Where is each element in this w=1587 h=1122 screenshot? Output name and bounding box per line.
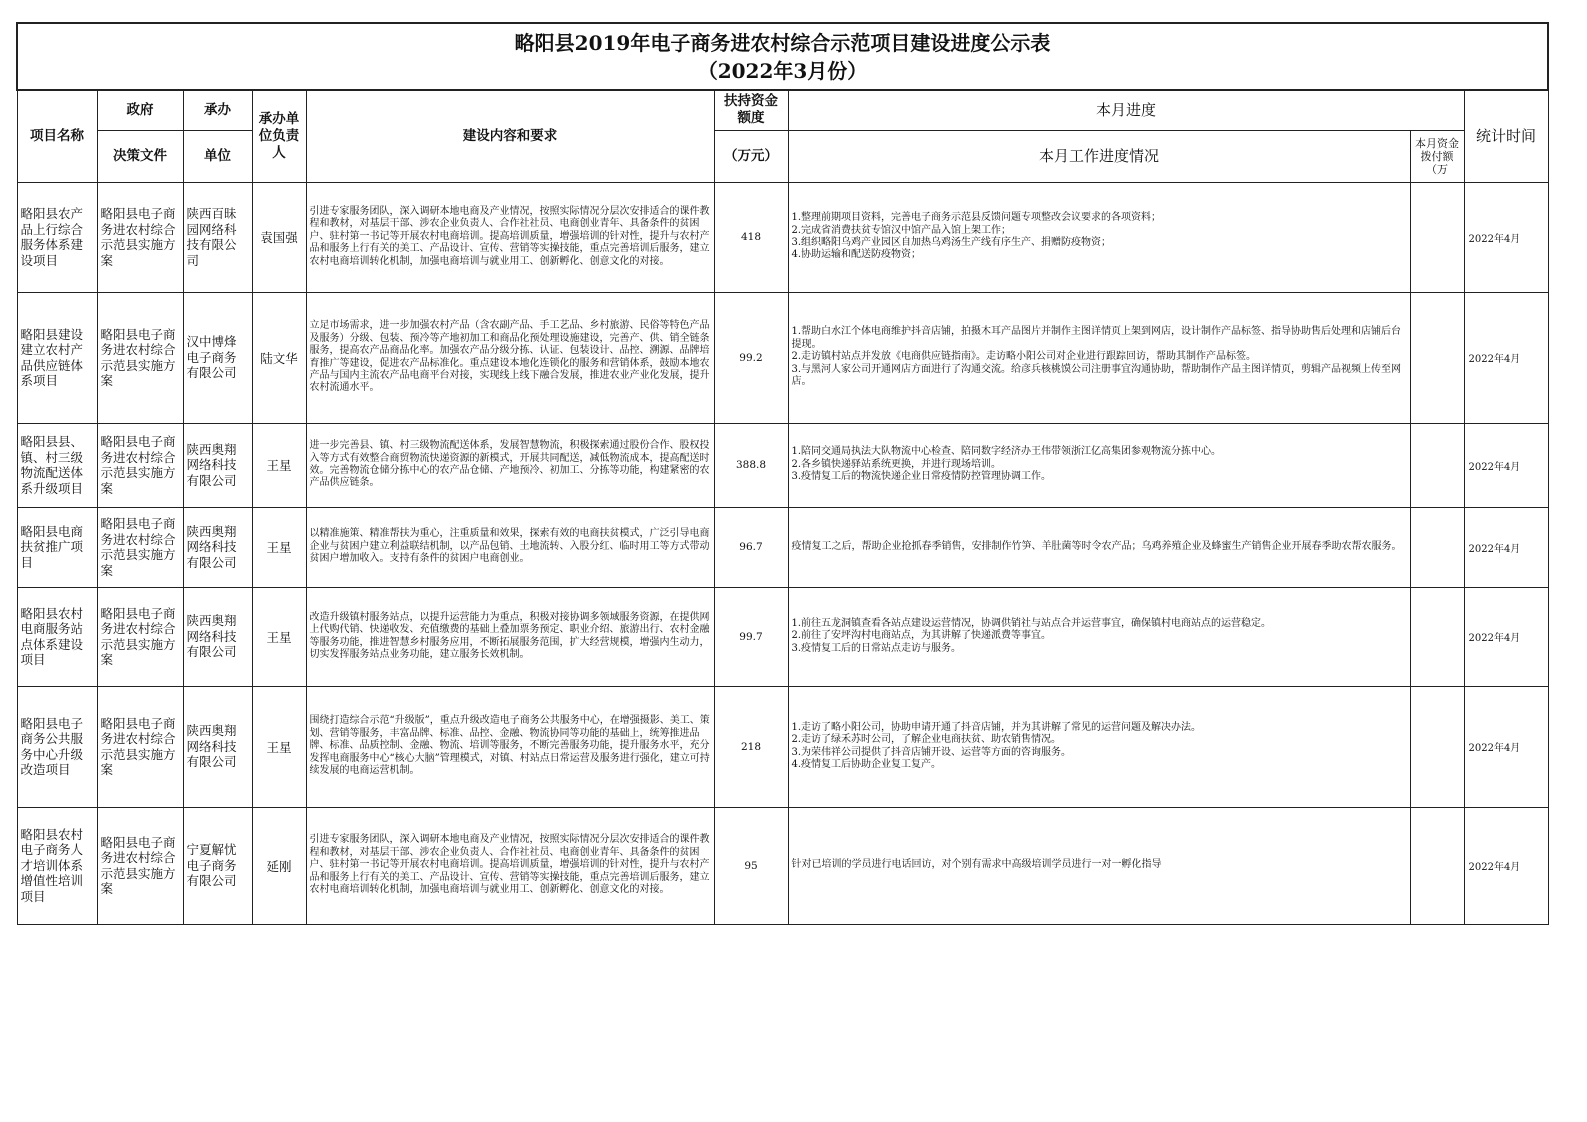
progress-item: 4.疫情复工后协助企业复工复产。 [791,758,942,770]
table-row [17,423,1548,507]
progress-item: 2.走访镇村站点并发放《电商供应链指南》。走访略小阳公司对企业进行跟踪回访，帮助其制作产品标签。 [791,351,1257,363]
fund-amount-cell: 99.7 [714,587,788,686]
organizer-cell: 陕西奥翔网络科技有限公司 [183,686,252,807]
header-stat-time: 统计时间 [1464,90,1548,182]
organizer-cell: 宁夏解忧电子商务有限公司 [183,807,252,924]
organizer-cell: 陕西奥翔网络科技有限公司 [183,587,252,686]
table-row [17,807,1548,924]
header-project-name: 项目名称 [17,90,97,182]
progress-cell [788,507,1410,587]
allocation-cell [1410,182,1464,292]
header-gov-top: 政府 [97,90,183,130]
progress-table [16,22,1549,925]
header-month-work: 本月工作进度情况 [788,130,1410,182]
progress-item: 1.帮助白水江个体电商维护抖音店铺，拍摄木耳产品图片并制作主图详情页上架到网店，设计制作产品标签、指导协助售后处理和店铺后台提现。 [791,326,1402,350]
organizer-cell: 陕西奥翔网络科技有限公司 [183,507,252,587]
responsible-person-cell: 延刚 [252,807,306,924]
responsible-person-cell: 王星 [252,686,306,807]
progress-cell [788,423,1410,507]
allocation-cell [1410,587,1464,686]
stat-time-cell: 2022年4月 [1464,292,1548,423]
table-row [17,182,1548,292]
title-row [17,23,1548,90]
progress-item: 1.整理前期项目资料，完善电子商务示范县反馈问题专项整改会议要求的各项资料； [791,212,1162,224]
progress-item: 2.各乡镇快递驿站系统更换，并进行现场培训。 [791,458,1002,470]
table-row [17,507,1548,587]
header-month-progress: 本月进度 [788,90,1464,130]
progress-cell [788,182,1410,292]
project-name-cell: 略阳县农村电商服务站点体系建设项目 [17,587,97,686]
responsible-person-cell: 袁国强 [252,182,306,292]
stat-time-cell: 2022年4月 [1464,807,1548,924]
stat-time-cell: 2022年4月 [1464,587,1548,686]
content-cell: 立足市场需求，进一步加强农村产品（含农副产品、手工艺品、乡村旅游、民俗等特色产品及服务）分级、包装、预冷等产地初加工和商品化预处理设施建设，完善产、供、销全链条服务，提高农产品商品化率。加强农产品分级分拣、认证、包装设计、品控、溯源、品牌培育推广等建设，促进农产品标准化。重点建设本地化连锁化的服务和营销体系，鼓励本地农产品与国内主流农产品电商平台对接，实现线上线下融合发展，推进农业产业化发展，提升农村流通水平。 [306,292,714,423]
progress-item: 1.陪同交通局执法大队物流中心检查、陪同数字经济办王伟带领浙江亿高集团参观物流分拣中心。 [791,446,1222,458]
decision-doc-cell: 略阳县电子商务进农村综合示范县实施方案 [97,807,183,924]
progress-item: 3.为荣伟祥公司提供了抖音店铺开设、运营等方面的咨询服务。 [791,746,1072,758]
header-person: 承办单位负责人 [252,90,306,182]
project-name-cell: 略阳县农产品上行综合服务体系建设项目 [17,182,97,292]
stat-time-cell: 2022年4月 [1464,423,1548,507]
project-name-cell: 略阳县县、镇、村三级物流配送体系升级项目 [17,423,97,507]
title-cell [17,23,1548,90]
table-row [17,686,1548,807]
content-cell: 围绕打造综合示范“升级版”，重点升级改造电子商务公共服务中心，在增强摄影、美工、策划、营销等服务，丰富品牌、标准、品控、金融、物流协同等功能的基础上，统筹推进品牌、标准、品质控制、金融、物流、培训等服务，不断完善服务功能，提升服务水平，充分发挥电商服务中心“核心大脑”管理模式，对镇、村站点日常运营及服务进行强化，建立可持续发展的电商运营机制。 [306,686,714,807]
progress-item: 疫情复工之后，帮助企业抢抓春季销售，安排制作竹笋、羊肚菌等时令农产品；乌鸡养殖企业及蜂蜜生产销售企业开展春季助农帮农服务。 [791,540,1402,552]
project-name-cell: 略阳县电子商务公共服务中心升级改造项目 [17,686,97,807]
stat-time-cell: 2022年4月 [1464,182,1548,292]
organizer-cell: 陕西百昧园网络科技有限公司 [183,182,252,292]
stat-time-cell: 2022年4月 [1464,686,1548,807]
decision-doc-cell: 略阳县电子商务进农村综合示范县实施方案 [97,686,183,807]
fund-amount-cell: 388.8 [714,423,788,507]
progress-cell [788,587,1410,686]
content-cell: 进一步完善县、镇、村三级物流配送体系，发展智慧物流，积极探索通过股份合作、股权投入等方式有效整合商贸物流快递资源的新模式，开展共同配送，减低物流成本，提高配送时效。完善物流仓储分拣中心的农产品仓储、产地预冷、初加工、分拣等功能，构建紧密的农产品供应链条。 [306,423,714,507]
fund-amount-cell: 218 [714,686,788,807]
responsible-person-cell: 王星 [252,423,306,507]
progress-item: 2.前往了安坪沟村电商站点，为其讲解了快递派费等事宜。 [791,630,1052,642]
progress-item: 3.组织略阳乌鸡产业园区自加热乌鸡汤生产线有序生产、捐赠防疫物资； [791,237,1112,248]
fund-amount-cell: 95 [714,807,788,924]
allocation-cell [1410,686,1464,807]
page-subtitle: （2022年3月份） [697,58,868,83]
organizer-cell: 汉中博烽电子商务有限公司 [183,292,252,423]
decision-doc-cell: 略阳县电子商务进农村综合示范县实施方案 [97,423,183,507]
project-name-cell: 略阳县建设建立农村产品供应链体系项目 [17,292,97,423]
progress-item: 3.疫情复工后的日常站点走访与服务。 [791,642,962,654]
stat-time-cell: 2022年4月 [1464,507,1548,587]
project-name-cell: 略阳县农村电子商务人才培训体系增值性培训项目 [17,807,97,924]
progress-item: 2.完成省消费扶贫专馆汉中馆产品入馆上架工作； [791,224,1012,236]
progress-item: 4.协助运输和配送防疫物资； [791,249,922,261]
responsible-person-cell: 陆文华 [252,292,306,423]
progress-cell [788,686,1410,807]
header-org-top: 承办 [183,90,252,130]
content-cell: 引进专家服务团队，深入调研本地电商及产业情况，按照实际情况分层次安排适合的课件教程和教材，对基层干部、涉农企业负责人、合作社社员、电商创业青年、具备条件的贫困户、驻村第一书记等开展农村电商培训。提高培训质量，增强培训的针对性，提升与农村产品和服务上行有关的美工、产品设计、宣传、营销等实操技能，重点完善培训后服务，建立农村电商培训转化机制，加强电商培训与就业用工、创新孵化、创意文化的对接。 [306,182,714,292]
progress-item: 1.前往五龙洞镇查看各站点建设运营情况，协调供销社与站点合并运营事宜，确保镇村电商站点的运营稳定。 [791,617,1272,629]
header-row-top [17,90,1548,130]
organizer-cell: 陕西奥翔网络科技有限公司 [183,423,252,507]
decision-doc-cell: 略阳县电子商务进农村综合示范县实施方案 [97,507,183,587]
progress-cell [788,292,1410,423]
header-org-bottom: 单位 [183,130,252,182]
fund-amount-cell: 96.7 [714,507,788,587]
progress-item: 针对已培训的学员进行电话回访，对个别有需求中高级培训学员进行一对一孵化指导 [791,859,1162,871]
decision-doc-cell: 略阳县电子商务进农村综合示范县实施方案 [97,182,183,292]
header-fund-bottom: （万元） [714,130,788,182]
allocation-cell [1410,507,1464,587]
header-row-bottom [17,130,1548,182]
fund-amount-cell: 418 [714,182,788,292]
content-cell: 改造升级镇村服务站点，以提升运营能力为重点，积极对接协调多领域服务资源，在提供网上代购代销、快递收发、充值缴费的基础上叠加票务预定、职业介绍、旅游出行、农村金融等服务功能，推进智慧乡村服务应用，不断拓展服务范围，扩大经营规模，增强内生动力，切实发挥服务站点业务功能，建立服务长效机制。 [306,587,714,686]
allocation-cell [1410,423,1464,507]
page-title: 略阳县2019年电子商务进农村综合示范项目建设进度公示表 [514,30,1051,55]
decision-doc-cell: 略阳县电子商务进农村综合示范县实施方案 [97,292,183,423]
allocation-cell [1410,292,1464,423]
progress-item: 3.与黑河人家公司开通网店方面进行了沟通交流。给彦兵核桃馍公司注册事宜沟通协助，帮助制作产品主图详情页，剪辑产品视频上传至网店。 [791,363,1402,388]
progress-item: 3.疫情复工后的物流快递企业日常疫情防控管理协调工作。 [791,471,1052,483]
progress-item: 1.走访了略小阳公司，协助申请开通了抖音店铺，并为其讲解了常见的运营问题及解决办法。 [791,721,1202,733]
allocation-cell [1410,807,1464,924]
responsible-person-cell: 王星 [252,507,306,587]
header-gov-bottom: 决策文件 [97,130,183,182]
content-cell: 以精准施策、精准帮扶为重心，注重质量和效果，探索有效的电商扶贫模式，广泛引导电商企业与贫困户建立利益联结机制，以产品包销、土地流转、入股分红、临时用工等方式带动贫困户增加收入。支持有条件的贫困户电商创业。 [306,507,714,587]
content-cell: 引进专家服务团队，深入调研本地电商及产业情况，按照实际情况分层次安排适合的课件教程和教材，对基层干部、涉农企业负责人、合作社社员、电商创业青年、具备条件的贫困户、驻村第一书记等开展农村电商培训。提高培训质量，增强培训的针对性，提升与农村产品和服务上行有关的美工、产品设计、宣传、营销等实操技能，重点完善培训后服务，建立农村电商培训转化机制，加强电商培训与就业用工、创新孵化、创意文化的对接。 [306,807,714,924]
project-name-cell: 略阳县电商扶贫推广项目 [17,507,97,587]
decision-doc-cell: 略阳县电子商务进农村综合示范县实施方案 [97,587,183,686]
table-row [17,292,1548,423]
header-month-alloc: 本月资金拨付额（万 [1410,130,1464,182]
table-row [17,587,1548,686]
header-fund-top: 扶持资金额度 [714,90,788,130]
progress-item: 2.走访了绿禾苏时公司，了解企业电商扶贫、助农销售情况。 [791,734,1062,746]
progress-cell [788,807,1410,924]
fund-amount-cell: 99.2 [714,292,788,423]
responsible-person-cell: 王星 [252,587,306,686]
header-content: 建设内容和要求 [306,90,714,182]
